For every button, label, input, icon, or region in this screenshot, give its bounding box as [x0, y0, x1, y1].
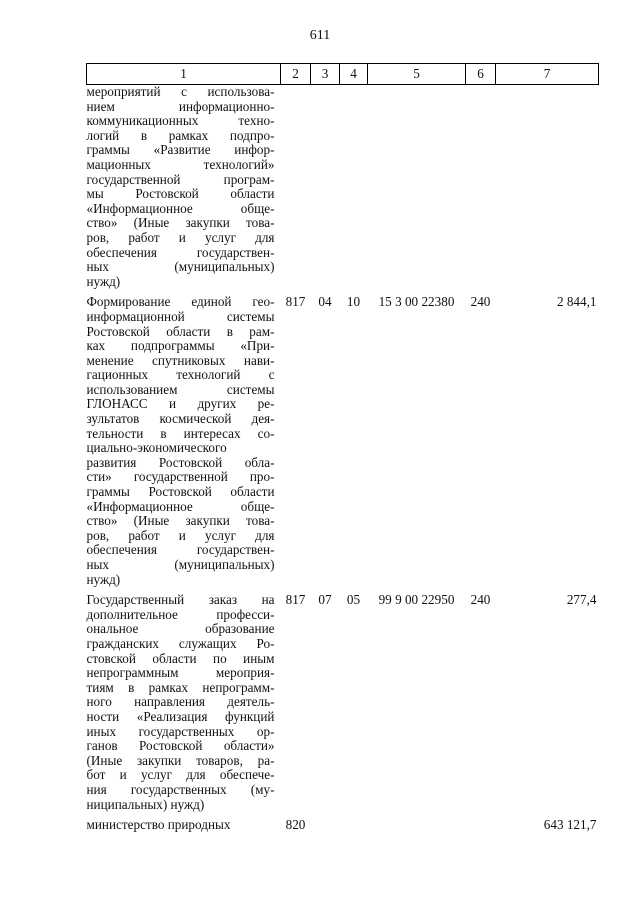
row-name-line: коммуникационных техно-	[86, 113, 275, 129]
header-col-6: 6	[466, 64, 496, 85]
row-name-line: тельности в интересах со-	[86, 425, 275, 441]
row-name-line: ганов Ростовской области»	[86, 738, 275, 754]
row-name-line: государственной програм-	[86, 171, 275, 187]
row-name-line: ках подпрограммы «При-	[86, 338, 275, 354]
row-section-code: 07	[318, 592, 332, 608]
row-name-line: развития Ростовской обла-	[86, 454, 275, 470]
row-name-line: мероприятий с использова-	[86, 84, 275, 99]
header-row	[87, 64, 599, 85]
page-number: 611	[309, 28, 331, 43]
row-name-line: сти» государственной про-	[86, 469, 275, 485]
table-row	[87, 85, 599, 296]
row-name-line: тиям в рамках непрограмм-	[86, 679, 275, 695]
row-name-line: иных государственных ор-	[86, 723, 275, 739]
row-admin-code: 817	[285, 592, 306, 608]
budget-table	[86, 63, 599, 839]
row-target-article: 15 3 00 22380	[378, 294, 455, 310]
row-subsection-code: 05	[346, 592, 361, 608]
row-name-line: Ростовской области в рам-	[86, 323, 275, 339]
row-expense-type: 240	[470, 592, 491, 608]
row-name-line: ности «Реализация функций	[86, 708, 275, 724]
row-name-line: (Иные закупки товаров, ра-	[86, 752, 275, 768]
row-name-line: Формирование единой гео-	[86, 294, 275, 310]
row-name-line: циально-экономического	[86, 440, 227, 456]
row-expense-type: 240	[470, 294, 491, 310]
row-amount	[496, 85, 599, 296]
row-target-article	[368, 85, 466, 296]
row-name	[87, 818, 281, 839]
row-name-line: информационной системы	[86, 308, 275, 324]
row-admin-code: 820	[285, 817, 306, 833]
row-name-line: непрограммным мероприя-	[86, 665, 275, 681]
header-col-1: 1	[87, 64, 281, 85]
table-row	[87, 295, 599, 593]
row-name-line: граммы Ростовской области	[86, 484, 275, 500]
row-name-line: граммы «Развитие инфор-	[86, 142, 275, 158]
row-expense-type	[466, 85, 496, 296]
row-subsection-code	[340, 85, 368, 296]
row-name-line: ство» (Иные закупки това-	[86, 513, 275, 529]
row-name-line: Государственный заказ на	[86, 592, 275, 608]
table-row	[87, 593, 599, 818]
row-name-line: нием информационно-	[86, 98, 275, 114]
row-name-line: использованием системы	[86, 381, 275, 397]
row-name	[87, 85, 281, 296]
row-name-line: ного направления деятель-	[86, 694, 275, 710]
row-name-line: ональное образование	[86, 621, 275, 637]
header-col-5: 5	[368, 64, 466, 85]
row-target-article	[368, 818, 466, 839]
row-name	[87, 295, 281, 593]
row-section-code	[311, 818, 340, 839]
row-name-line: ных (муниципальных)	[86, 259, 275, 275]
row-name-line: логий в рамках подпро-	[86, 127, 275, 143]
row-name-line: ных (муниципальных)	[86, 557, 275, 572]
row-name-line: мы Ростовской области	[86, 186, 275, 202]
row-name-line: ство» (Иные закупки това-	[86, 215, 275, 231]
row-name-line: менение спутниковых нави-	[86, 352, 275, 368]
header-col-4: 4	[340, 64, 368, 85]
row-name-line: зультатов космической дея-	[86, 411, 275, 427]
header-col-7: 7	[496, 64, 599, 85]
header-col-3: 3	[311, 64, 340, 85]
row-amount: 643 121,7	[543, 817, 597, 833]
row-name-line: гражданских служащих Ро-	[86, 635, 275, 651]
row-name-line: обеспечения государствен-	[86, 244, 275, 260]
row-name-line: ГЛОНАСС и других ре-	[86, 396, 275, 412]
row-name-line: нужд)	[86, 571, 121, 587]
row-name	[87, 593, 281, 818]
table-row	[87, 818, 599, 839]
row-subsection-code	[340, 818, 368, 839]
row-name-line: нужд)	[86, 273, 121, 289]
row-name-line: гационных технологий с	[86, 367, 275, 383]
row-section-code	[311, 85, 340, 296]
row-amount: 2 844,1	[556, 294, 597, 310]
row-section-code: 04	[318, 294, 332, 310]
row-admin-code: 817	[285, 294, 306, 310]
row-name-line: обеспечения государствен-	[86, 542, 275, 558]
row-name-line: ниципальных) нужд)	[86, 796, 205, 812]
row-name-line: «Информационное обще-	[86, 498, 275, 514]
row-name-line: «Информационное обще-	[86, 200, 275, 216]
row-name-line: бот и услуг для обеспече-	[86, 767, 275, 783]
row-expense-type	[466, 818, 496, 839]
row-target-article: 99 9 00 22950	[378, 592, 455, 608]
row-name-line: мационных технологий»	[86, 156, 275, 172]
row-name-line: министерство природных	[86, 817, 231, 833]
row-subsection-code: 10	[346, 294, 361, 310]
row-admin-code	[281, 85, 311, 296]
row-name-line: ния государственных (му-	[86, 781, 275, 797]
header-col-2: 2	[281, 64, 311, 85]
row-name-line: ров, работ и услуг для	[86, 229, 275, 245]
row-amount: 277,4	[566, 592, 597, 608]
row-name-line: дополнительное професси-	[86, 606, 275, 622]
row-name-line: стовской области по иным	[86, 650, 275, 666]
row-name-line: ров, работ и услуг для	[86, 527, 275, 543]
